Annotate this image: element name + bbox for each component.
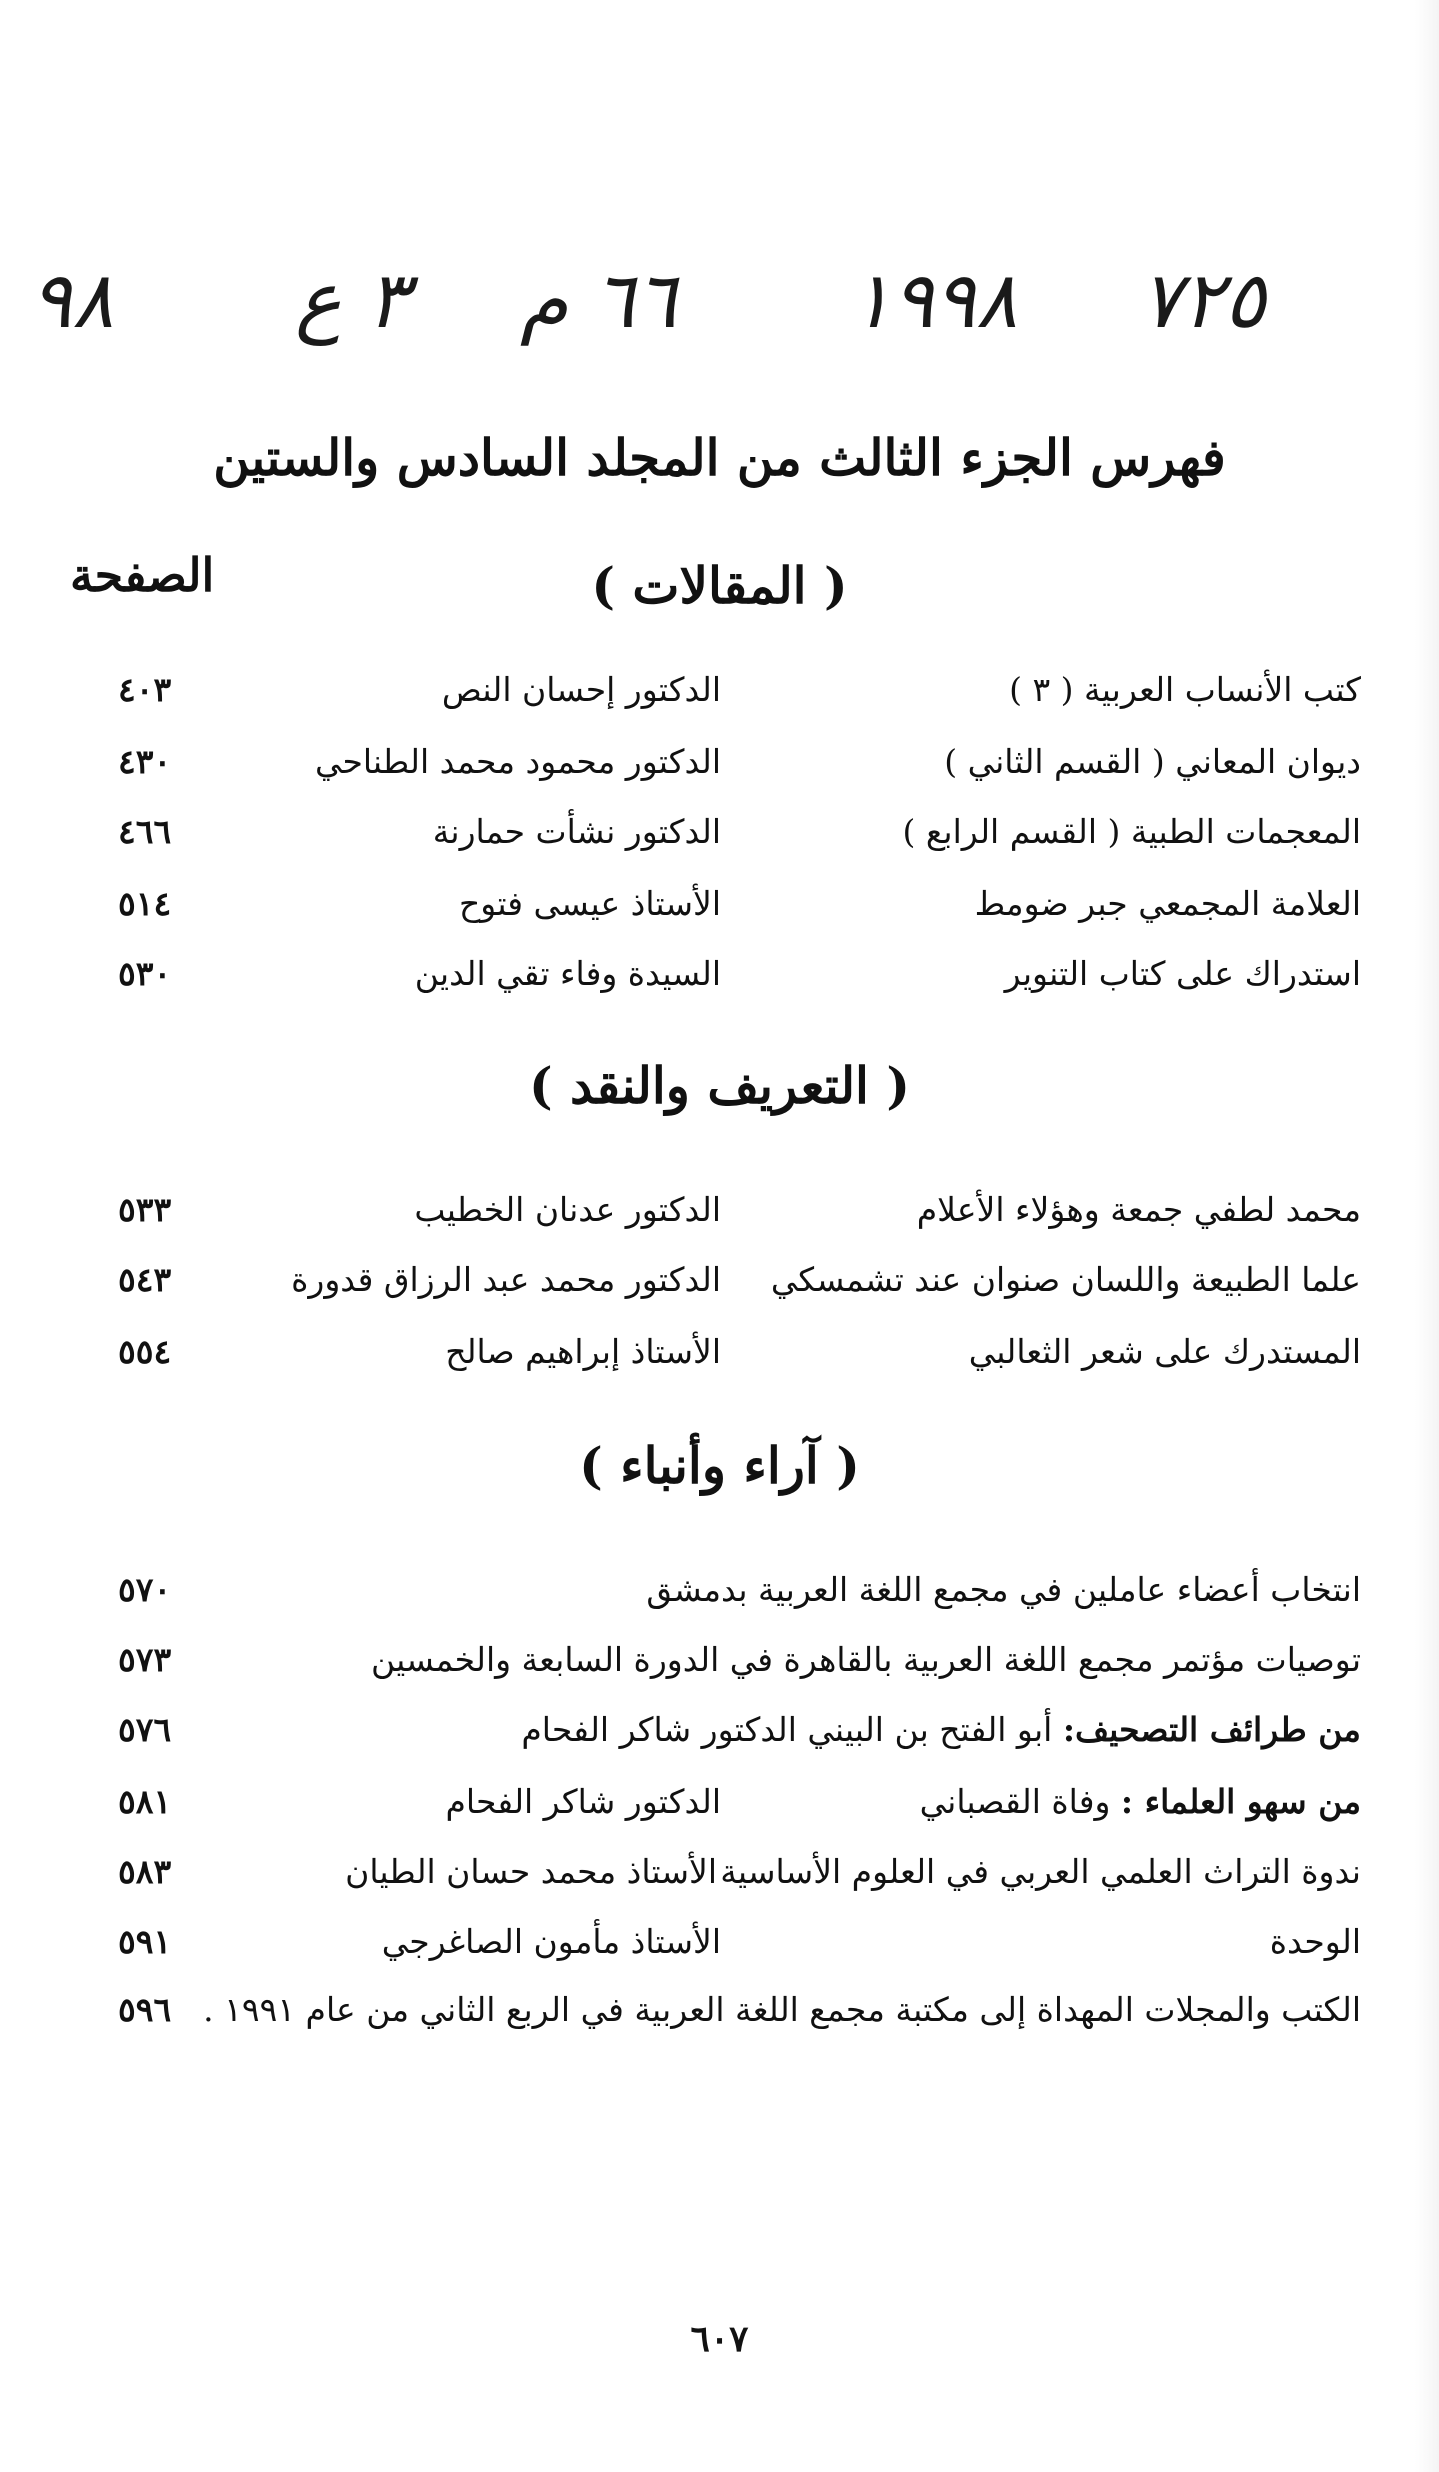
toc-row: [0, 1912, 1439, 1972]
toc-page: ٥٣٣: [118, 1190, 172, 1229]
toc-page: ٤٠٣: [118, 670, 172, 709]
handwritten-mark: ١٩٩٨: [850, 256, 1018, 346]
toc-page: ٤٦٦: [118, 812, 172, 851]
toc-author: السيدة وفاء تقي الدين: [414, 954, 721, 993]
toc-row: [0, 802, 1439, 862]
toc-title: انتخاب أعضاء عاملين في مجمع اللغة العربية بدمشق: [646, 1570, 1361, 1609]
toc-author: الدكتور إحسان النص: [441, 670, 721, 709]
toc-page: ٥١٤: [118, 884, 172, 923]
toc-page: ٥٤٣: [118, 1260, 172, 1299]
toc-title-bold: من سهو العلماء :: [1120, 1782, 1361, 1821]
toc-row: [0, 1980, 1439, 2040]
toc-title: الوحدة: [1269, 1922, 1361, 1961]
toc-author: الدكتور محمد عبد الرزاق قدورة: [291, 1260, 721, 1299]
toc-author: الأستاذ محمد حسان الطيان: [345, 1852, 717, 1891]
toc-title-group: [521, 1700, 1361, 1760]
toc-page: ٥٥٤: [118, 1332, 172, 1371]
toc-title-group: [920, 1772, 1361, 1832]
toc-title: العلامة المجمعي جبر ضومط: [974, 884, 1361, 923]
page-title: فهرس الجزء الثالث من المجلد السادس والستين: [213, 428, 1226, 487]
page-number: ٦٠٧: [690, 2318, 749, 2360]
section-heading-articles: ( المقالات ): [591, 556, 848, 615]
toc-title-bold: من طرائف التصحيف:: [1062, 1710, 1361, 1749]
handwritten-mark: ٧٢٥: [1140, 256, 1266, 346]
toc-page: ٥٧٠: [118, 1570, 172, 1609]
toc-row: [0, 874, 1439, 934]
toc-title: محمد لطفي جمعة وهؤلاء الأعلام: [916, 1190, 1361, 1229]
toc-page: ٥٩١: [118, 1922, 172, 1961]
section-heading-reviews: ( التعريف والنقد ): [528, 1056, 911, 1115]
handwritten-mark: ٦٦ م: [520, 256, 677, 346]
toc-title: المستدرك على شعر الثعالبي: [968, 1332, 1361, 1371]
toc-author: الدكتور عدنان الخطيب: [414, 1190, 721, 1229]
toc-author: الدكتور محمود محمد الطناحي: [314, 742, 721, 781]
toc-author: الدكتور نشأت حمارنة: [432, 812, 721, 851]
toc-row: [0, 944, 1439, 1004]
toc-author: الدكتور شاكر الفحام: [445, 1782, 721, 1821]
toc-row: [0, 1322, 1439, 1382]
toc-page: ٥٧٦: [118, 1710, 172, 1749]
toc-row: [0, 1772, 1439, 1832]
toc-title: أبو الفتح بن البيني الدكتور شاكر الفحام: [521, 1710, 1063, 1749]
toc-row: [0, 1842, 1439, 1902]
toc-page: ٥٨٣: [118, 1852, 172, 1891]
toc-title: المعجمات الطبية ( القسم الرابع ): [902, 812, 1361, 851]
handwritten-mark: ٩٨: [30, 256, 114, 346]
toc-row: [0, 660, 1439, 720]
toc-page: ٥٣٠: [118, 954, 172, 993]
toc-title: علما الطبيعة واللسان صنوان عند تشمسكي: [770, 1260, 1361, 1299]
toc-title: ديوان المعاني ( القسم الثاني ): [944, 742, 1361, 781]
toc-row: [0, 1630, 1439, 1690]
page-column-label: الصفحة: [70, 548, 215, 602]
section-heading-news: ( آراء وأنباء ): [579, 1436, 860, 1495]
toc-row: [0, 732, 1439, 792]
handwritten-mark: ٣ ع: [295, 256, 409, 346]
toc-row: [0, 1560, 1439, 1620]
toc-title: الكتب والمجلات المهداة إلى مكتبة مجمع اللغة العربية في الربع الثاني من عام ١٩٩١ .: [203, 1990, 1361, 2029]
toc-author: الأستاذ عيسى فتوح: [458, 884, 721, 923]
toc-row: [0, 1180, 1439, 1240]
toc-author: الأستاذ مأمون الصاغرجي: [381, 1922, 721, 1961]
toc-row: [0, 1250, 1439, 1310]
toc-title: ندوة التراث العلمي العربي في العلوم الأساسية: [720, 1852, 1361, 1891]
toc-page: ٥٩٦: [118, 1990, 172, 2029]
toc-title: وفاة القصباني: [919, 1782, 1121, 1821]
toc-title: استدراك على كتاب التنوير: [1004, 954, 1361, 993]
toc-page: ٥٧٣: [118, 1640, 172, 1679]
toc-title: توصيات مؤتمر مجمع اللغة العربية بالقاهرة في الدورة السابعة والخمسين: [371, 1640, 1361, 1679]
toc-page: ٤٣٠: [118, 742, 172, 781]
toc-row: [0, 1700, 1439, 1760]
toc-title: كتب الأنساب العربية ( ٣ ): [1009, 670, 1361, 709]
toc-author: الأستاذ إبراهيم صالح: [445, 1332, 721, 1371]
handwritten-annotation: [0, 256, 1439, 372]
toc-page: ٥٨١: [118, 1782, 172, 1821]
